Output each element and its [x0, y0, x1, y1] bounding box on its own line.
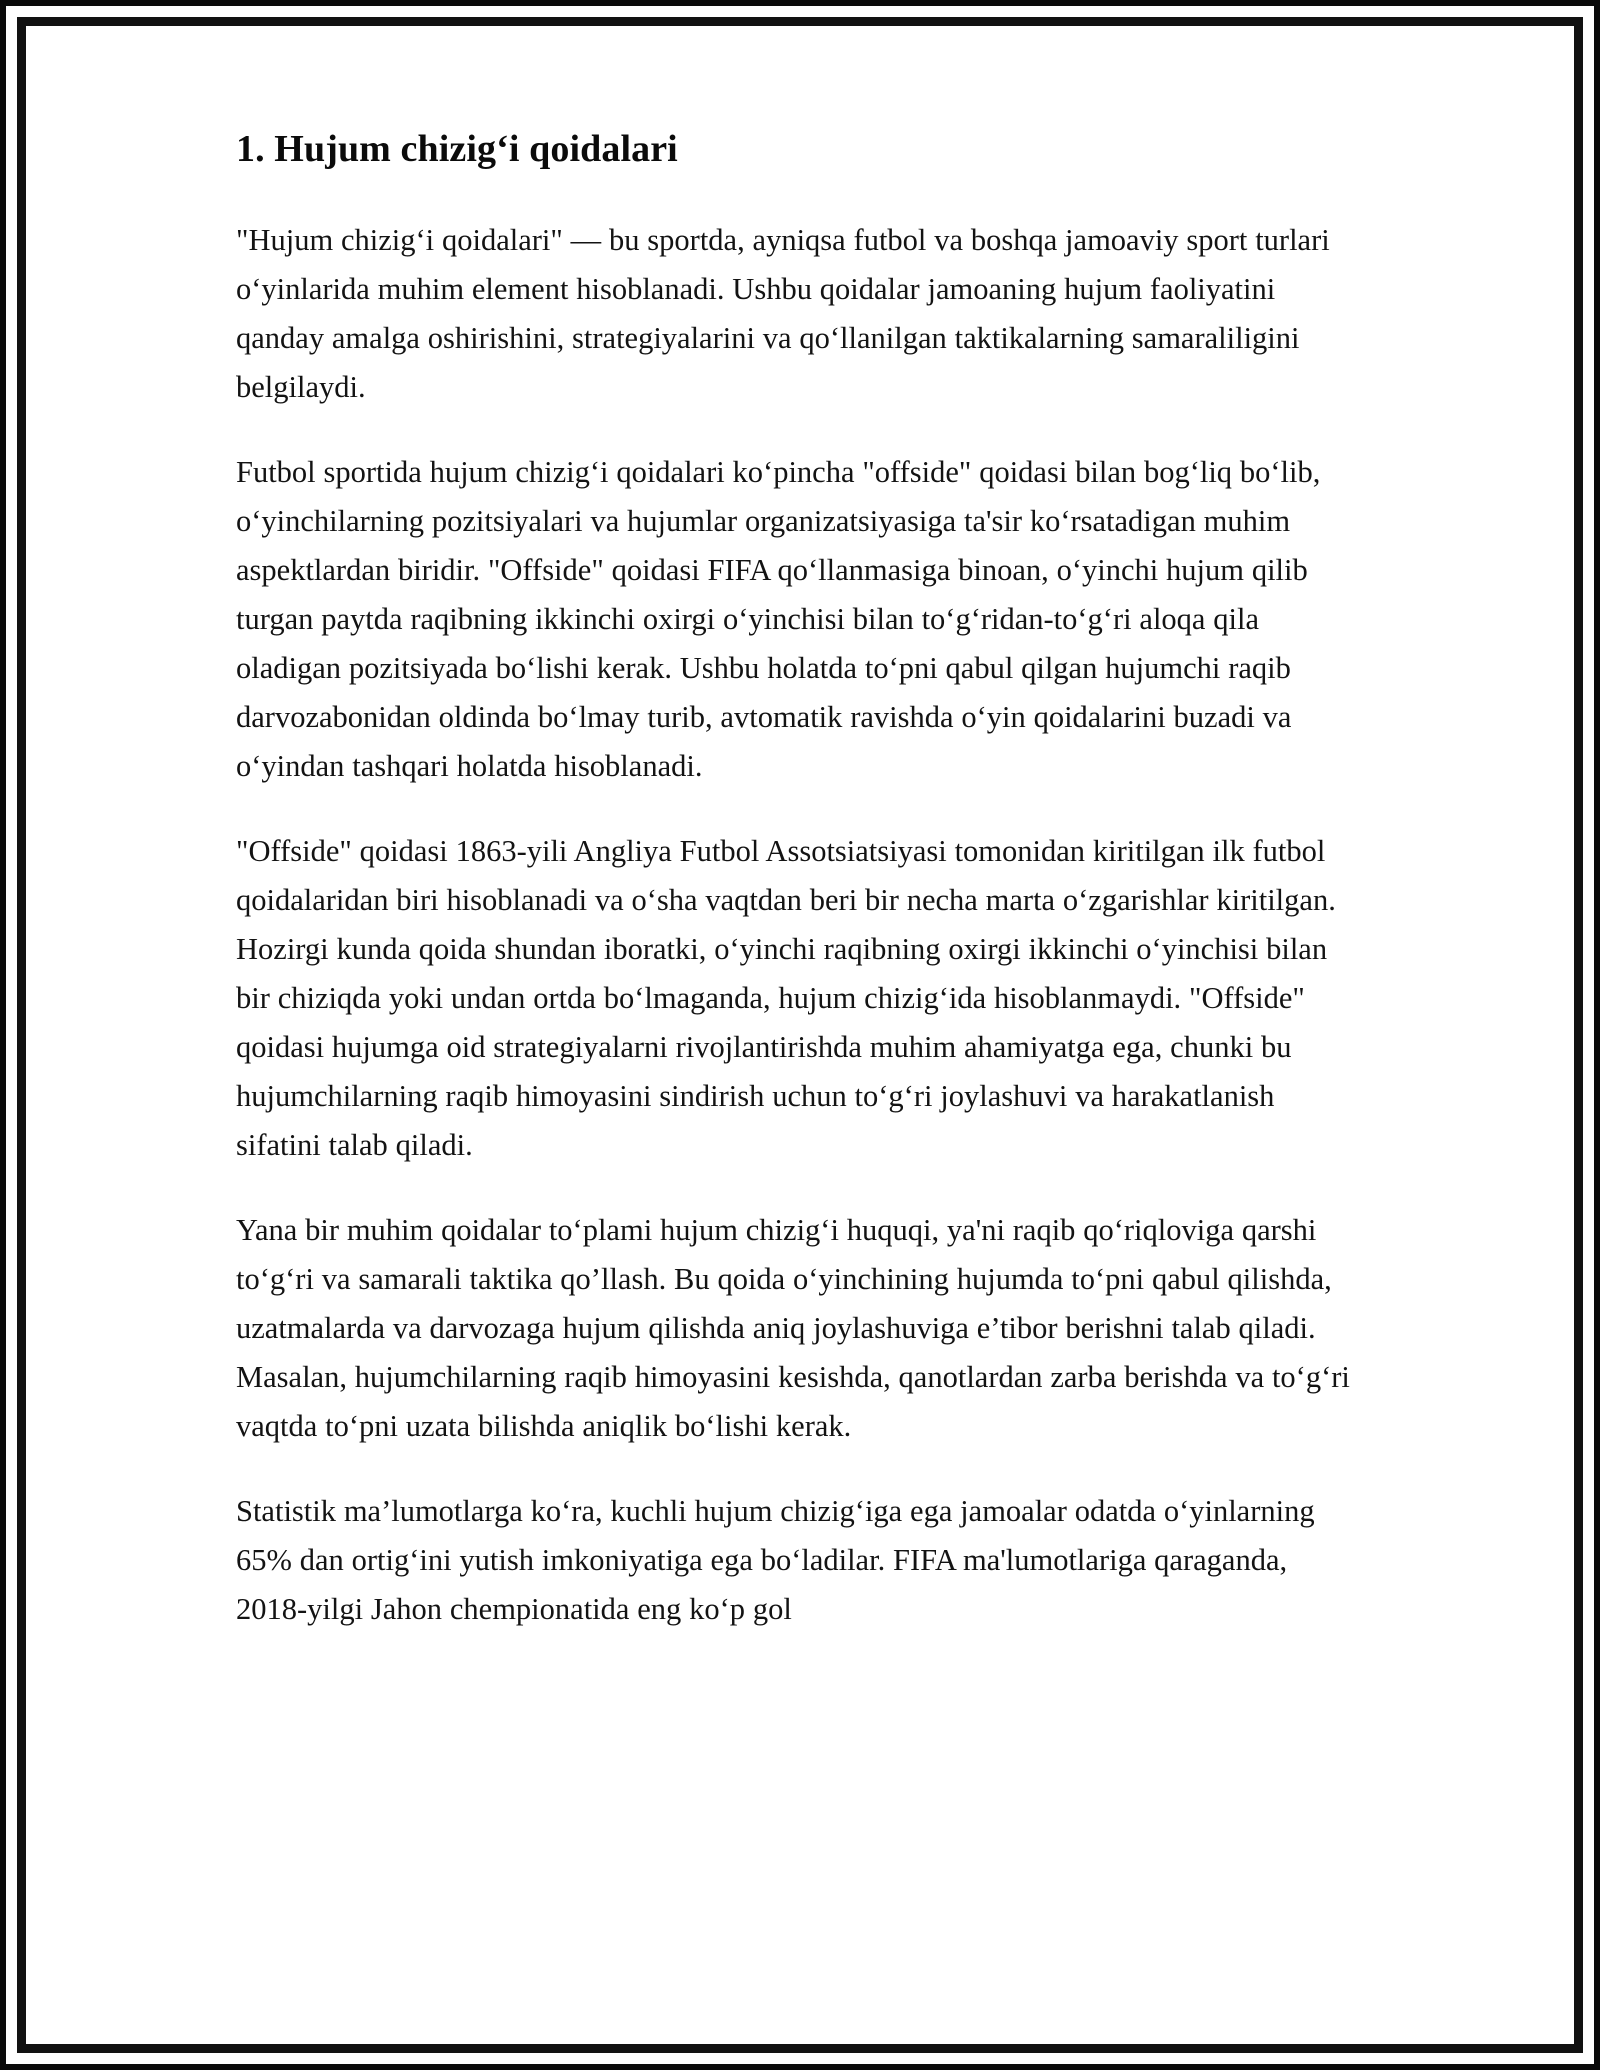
- paragraph-5: Statistik ma’lumotlarga ko‘ra, kuchli hujum chizig‘iga ega jamoalar odatda o‘yinlarning 65% dan ortig‘ini yutish imkoniyatiga ega bo‘ladilar. FIFA ma'lumotlariga qaraganda, 2018-yilgi Jahon chempionatida eng ko‘p gol: [236, 1493, 1315, 1626]
- paragraph-3: "Offside" qoidasi 1863-yili Angliya Futbol Assotsiatsiyasi tomonidan kiritilgan ilk futbol qoidalaridan biri hisoblanadi va o‘sha vaqtdan beri bir necha marta o‘zgarishlar kiritilgan. Hozirgi kunda qoida shundan iboratki, o‘yinchi raqibning oxirgi ikkinchi o‘yinchisi bilan bir chiziqda yoki undan ortda bo‘lmaganda, hujum chizig‘ida hisoblanmaydi. "Offside" qoidasi hujumga oid strategiyalarni rivojlantirishda muhim ahamiyatga ega, chunki bu hujumchilarning raqib himoyasini sindirish uchun to‘g‘ri joylashuvi va harakatlanish sifatini talab qiladi.: [236, 833, 1336, 1162]
- paragraph-1: "Hujum chizig‘i qoidalari" — bu sportda, ayniqsa futbol va boshqa jamoaviy sport turlari o‘yinlarida muhim element hisoblanadi. Ushbu qoidalar jamoaning hujum faoliyatini qanday amalga oshirishini, strategiyalarini va qo‘llanilgan taktikalarning samaraliligini belgilaydi.: [236, 222, 1330, 404]
- page-title: 1. Hujum chizig‘i qoidalari: [236, 128, 678, 170]
- paragraph-2: Futbol sportida hujum chizig‘i qoidalari ko‘pincha "offside" qoidasi bilan bog‘liq bo‘lib, o‘yinchilarning pozitsiyalari va hujumlar organizatsiyasiga ta'sir ko‘rsatadigan muhim aspektlardan biridir. "Offside" qoidasi FIFA qo‘llanmasiga binoan, o‘yinchi hujum qilib turgan paytda raqibning ikkinchi oxirgi o‘yinchisi bilan to‘g‘ridan-to‘g‘ri aloqa qila oladigan pozitsiyada bo‘lishi kerak. Ushbu holatda to‘pni qabul qilgan hujumchi raqib darvozabonidan oldinda bo‘lmay turib, avtomatik ravishda o‘yin qoidalarini buzadi va o‘yindan tashqari holatda hisoblanadi.: [236, 454, 1321, 783]
- document-content: [6, 6, 1594, 2064]
- paragraph-4: Yana bir muhim qoidalar to‘plami hujum chizig‘i huquqi, ya'ni raqib qo‘riqloviga qarshi to‘g‘ri va samarali taktika qo’llash. Bu qoida o‘yinchining hujumda to‘pni qabul qilishda, uzatmalarda va darvozaga hujum qilishda aniq joylashuviga e’tibor berishni talab qiladi. Masalan, hujumchilarning raqib himoyasini kesishda, qanotlardan zarba berishda va to‘g‘ri vaqtda to‘pni uzata bilishda aniqlik bo‘lishi kerak.: [236, 1212, 1350, 1443]
